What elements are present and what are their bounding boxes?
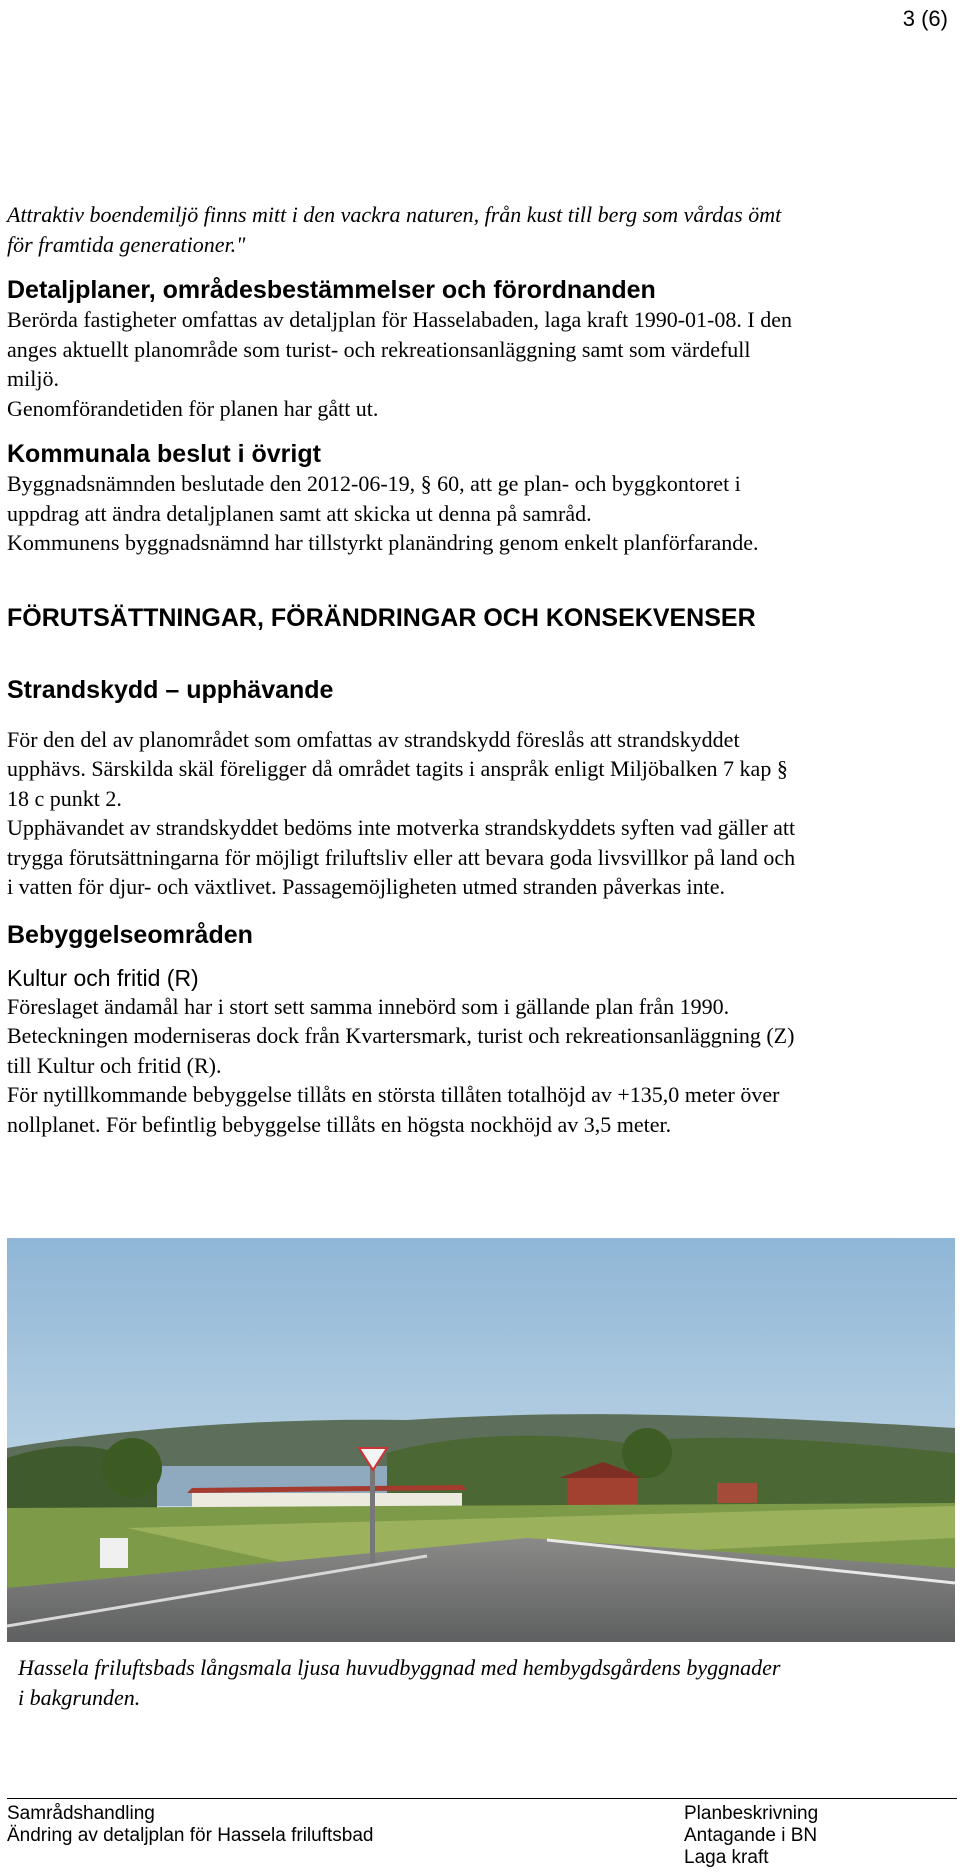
paragraph-line: Kommunens byggnadsnämnd har tillstyrkt planändring genom enkelt planförfarande. bbox=[7, 530, 759, 555]
footer-right bbox=[684, 1803, 818, 1869]
paragraph-line: Beteckningen moderniseras dock från Kvartersmark, turist och rekreationsanläggning (Z) bbox=[7, 1023, 795, 1048]
paragraph-line: För den del av planområdet som omfattas av strandskydd föreslås att strandskyddet bbox=[7, 726, 740, 752]
page-number: 3 (6) bbox=[902, 6, 948, 31]
footer-right-line: Planbeskrivning bbox=[684, 1803, 819, 1824]
caption-line: Hassela friluftsbads långsmala ljusa huvudbyggnad med hembygdsgårdens byggnader bbox=[18, 1655, 781, 1680]
paragraph-line: nollplanet. För befintlig bebyggelse tillåts en högsta nockhöjd av 3,5 meter. bbox=[7, 1111, 672, 1137]
landscape-photo bbox=[7, 1238, 955, 1642]
subheading-kultur-och-fritid: Kultur och fritid (R) bbox=[7, 964, 199, 991]
caption-line: i bakgrunden. bbox=[18, 1684, 141, 1710]
paragraph-line: Byggnadsnämnden beslutade den 2012-06-19, § 60, att ge plan- och byggkontoret i bbox=[7, 471, 741, 496]
heading-detaljplaner: Detaljplaner, områdesbestämmelser och förordnanden bbox=[7, 276, 656, 304]
heading-strandskydd: Strandskydd – upphävande bbox=[7, 675, 334, 704]
paragraph-line: Upphävandet av strandskyddet bedöms inte motverka strandskyddets syften vad gäller att bbox=[7, 815, 796, 840]
footer-left-line: Samrådshandling bbox=[7, 1803, 155, 1824]
paragraph-line: Genomförandetiden för planen har gått ut. bbox=[7, 395, 379, 421]
heading-bebyggelseomraden: Bebyggelseområden bbox=[7, 920, 253, 949]
paragraph-line: anges aktuellt planområde som turist- och rekreationsanläggning samt som värdefull bbox=[7, 336, 751, 362]
paragraph-line: 18 c punkt 2. bbox=[7, 785, 122, 811]
paragraph-line: uppdrag att ändra detaljplanen samt att skicka ut denna på samråd. bbox=[7, 500, 592, 526]
photo-caption bbox=[18, 1653, 948, 1712]
paragraph-line: trygga förutsättningarna för möjligt friluftsliv eller att bevara goda livsvillkor på land och bbox=[7, 844, 796, 870]
document-body bbox=[7, 200, 957, 1139]
heading-kommunala-beslut: Kommunala beslut i övrigt bbox=[7, 440, 321, 468]
paragraph-line: i vatten för djur- och växtlivet. Passagemöjligheten utmed stranden påverkas inte. bbox=[7, 874, 726, 899]
footer-left-line: Ändring av detaljplan för Hassela friluftsbad bbox=[7, 1825, 374, 1846]
paragraph-line: miljö. bbox=[7, 366, 59, 391]
footer-left bbox=[7, 1803, 373, 1847]
paragraph-line: Berörda fastigheter omfattas av detaljplan för Hasselabaden, laga kraft 1990-01-08. I den bbox=[7, 307, 792, 332]
intro-quote-line: Attraktiv boendemiljö finns mitt i den vackra naturen, från kust till berg som vårdas ömt bbox=[7, 202, 782, 227]
intro-quote-line: för framtida generationer." bbox=[7, 231, 246, 257]
footer-right-line: Laga kraft bbox=[684, 1847, 769, 1868]
paragraph-line: För nytillkommande bebyggelse tillåts en största tillåten totalhöjd av +135,0 meter över bbox=[7, 1082, 780, 1107]
paragraph-line: till Kultur och fritid (R). bbox=[7, 1052, 222, 1078]
footer-right-line: Antagande i BN bbox=[684, 1825, 818, 1846]
footer-divider bbox=[7, 1798, 957, 1799]
paragraph-line: Föreslaget ändamål har i stort sett samma innebörd som i gällande plan från 1990. bbox=[7, 993, 730, 1019]
heading-forutsattningar: FÖRUTSÄTTNINGAR, FÖRÄNDRINGAR OCH KONSEKVENSER bbox=[7, 603, 756, 632]
paragraph-line: upphävs. Särskilda skäl föreligger då området tagits i anspråk enligt Miljöbalken 7 kap § bbox=[7, 756, 788, 781]
